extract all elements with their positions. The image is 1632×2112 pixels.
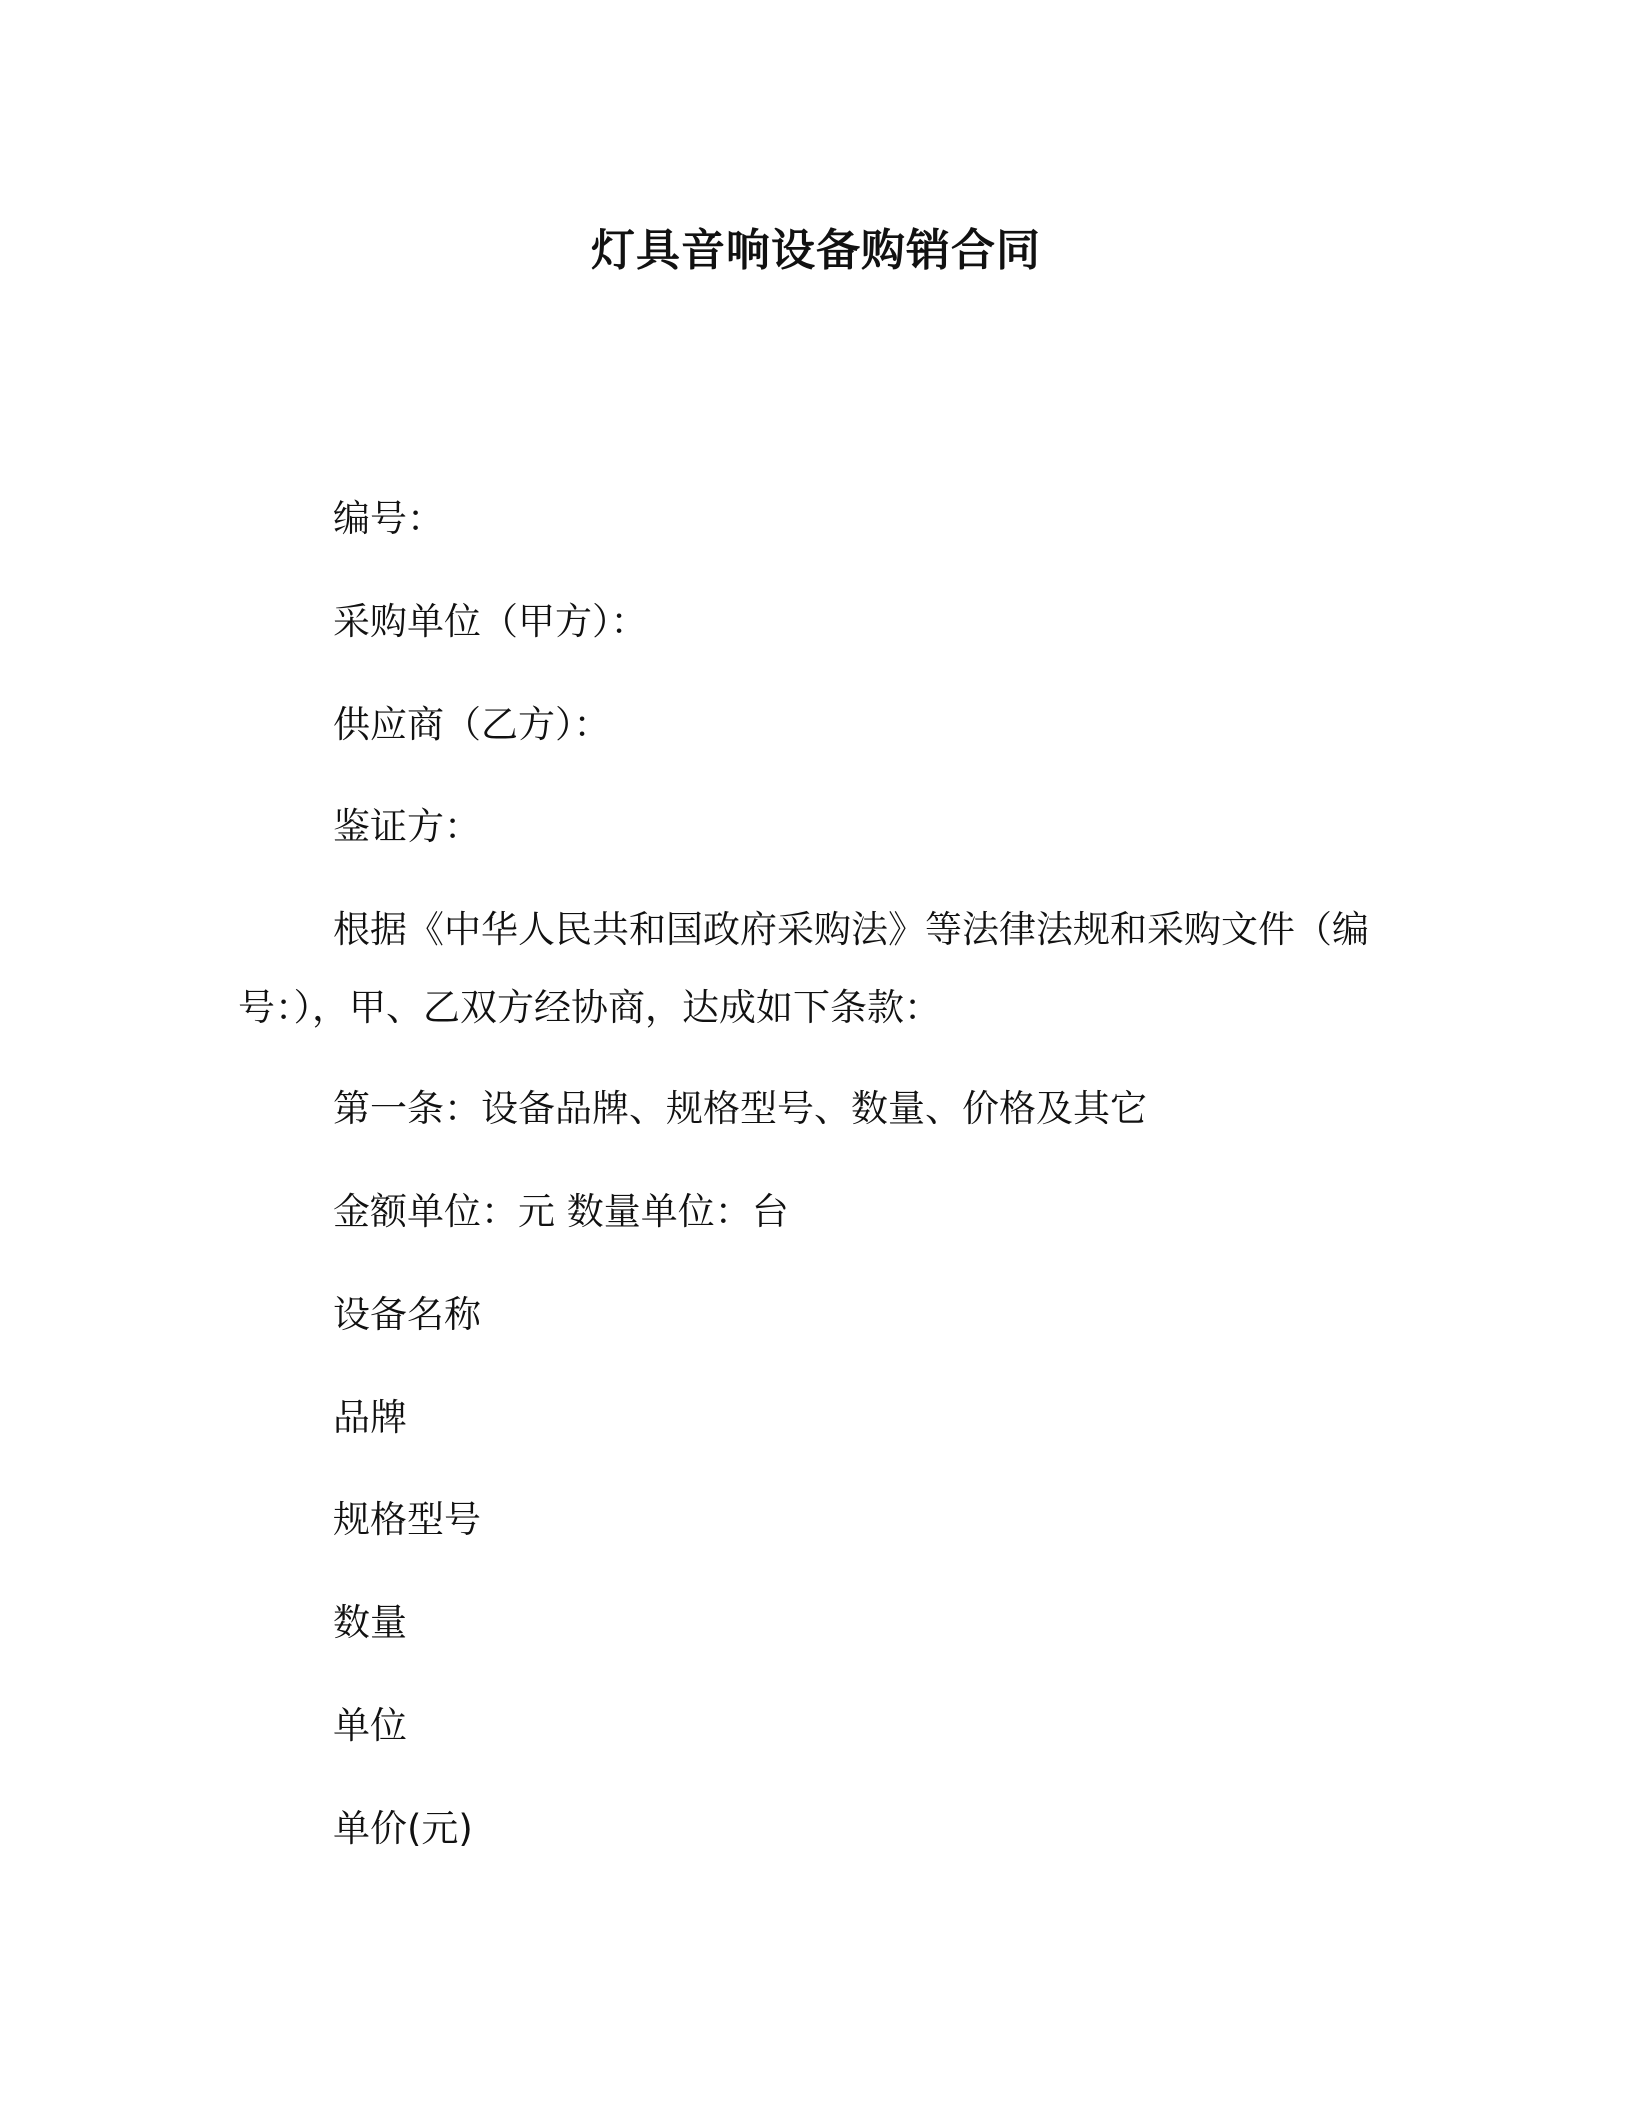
table-header-unit-price: 单价(元) bbox=[333, 1807, 473, 1850]
article-1-heading: 第一条：设备品牌、规格型号、数量、价格及其它 bbox=[333, 1087, 1147, 1130]
table-header-brand: 品牌 bbox=[333, 1396, 407, 1439]
preamble-paragraph: 根据《中华人民共和国政府采购法》等法律法规和采购文件（编号：），甲、乙双方经协商，达成如下条款： bbox=[238, 908, 1369, 1029]
table-header-model: 规格型号 bbox=[333, 1498, 481, 1541]
units-line: 金额单位：元 数量单位：台 bbox=[333, 1190, 789, 1233]
table-header-unit: 单位 bbox=[333, 1704, 407, 1747]
table-header-quantity: 数量 bbox=[333, 1601, 407, 1644]
verifier-label: 鉴证方： bbox=[333, 805, 481, 848]
contract-number-label: 编号： bbox=[333, 497, 444, 540]
buyer-label: 采购单位（甲方）： bbox=[333, 600, 648, 643]
supplier-label: 供应商（乙方）： bbox=[333, 703, 611, 746]
document-title: 灯具音响设备购销合同 bbox=[591, 225, 1041, 276]
table-header-equipment-name: 设备名称 bbox=[333, 1293, 481, 1336]
